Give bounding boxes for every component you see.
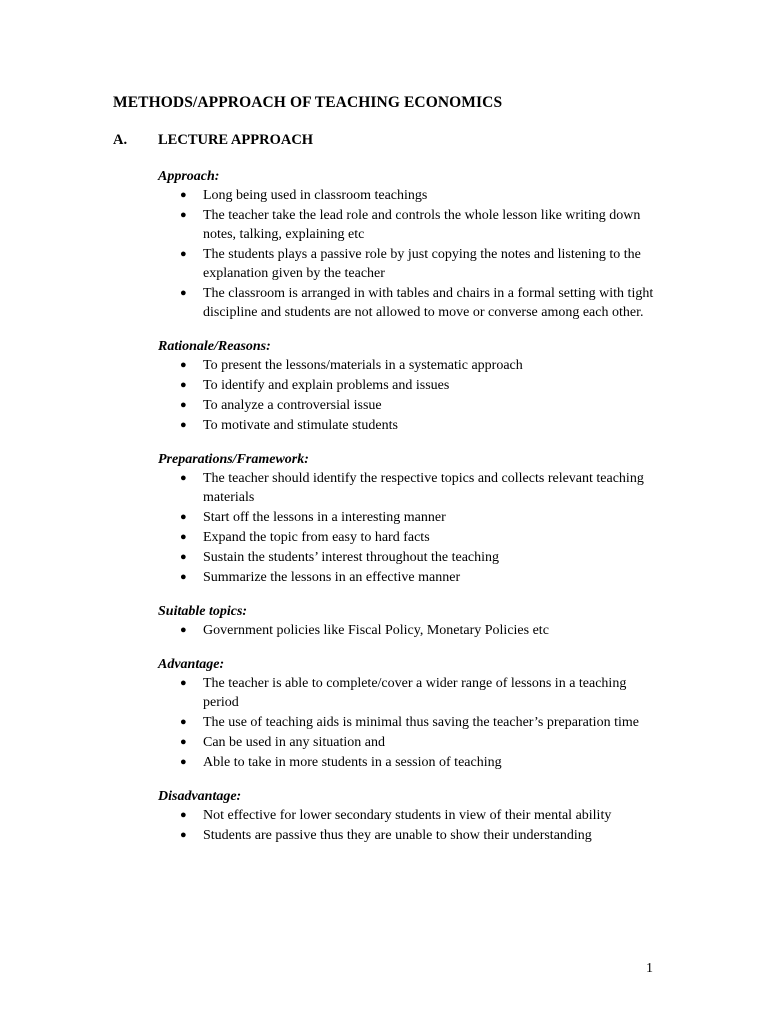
bullet-icon: ● (180, 379, 187, 391)
list-item (158, 621, 658, 640)
list-item-text: The teacher take the lead role and controls the whole lesson like writing down notes, talking, explaining etc (203, 208, 641, 242)
list-item (158, 416, 658, 435)
content-block (158, 602, 658, 640)
bullet-icon: ● (180, 809, 187, 821)
block-heading: Approach: (158, 169, 220, 184)
list-item-text: The use of teaching aids is minimal thus saving the teacher’s preparation time (203, 715, 639, 730)
list-item-text: Start off the lessons in a interesting manner (203, 510, 446, 525)
bullet-icon: ● (180, 248, 187, 260)
list-item (158, 245, 658, 283)
content-block (158, 167, 658, 322)
bullet-list (158, 621, 658, 640)
list-item (158, 753, 658, 772)
list-item (158, 548, 658, 567)
list-item (158, 713, 658, 732)
list-item (158, 186, 658, 205)
section-letter: A. (113, 132, 128, 148)
block-heading: Rationale/Reasons: (158, 339, 271, 354)
bullet-icon: ● (180, 359, 187, 371)
list-item-text: To motivate and stimulate students (203, 418, 398, 433)
bullet-icon: ● (180, 511, 187, 523)
content-block (158, 450, 658, 587)
content-block (158, 655, 658, 772)
section-title: LECTURE APPROACH (158, 132, 314, 148)
block-heading: Disadvantage: (158, 789, 242, 804)
list-item (158, 568, 658, 587)
bullet-icon: ● (180, 189, 187, 201)
list-item-text: Summarize the lessons in an effective manner (203, 570, 461, 585)
bullet-icon: ● (180, 716, 187, 728)
bullet-icon: ● (180, 531, 187, 543)
list-item (158, 284, 658, 322)
page-number: 1 (646, 961, 653, 976)
list-item-text: Can be used in any situation and (203, 735, 385, 750)
bullet-icon: ● (180, 677, 187, 689)
document-title: METHODS/APPROACH OF TEACHING ECONOMICS (113, 94, 503, 111)
list-item-text: To analyze a controversial issue (203, 398, 382, 413)
list-item (158, 806, 658, 825)
list-item (158, 376, 658, 395)
list-item (158, 396, 658, 415)
list-item-text: Students are passive thus they are unable to show their understanding (203, 828, 592, 843)
bullet-icon: ● (180, 419, 187, 431)
block-heading: Advantage: (158, 657, 225, 672)
bullet-icon: ● (180, 736, 187, 748)
list-item-text: Able to take in more students in a session of teaching (203, 755, 502, 770)
bullet-list (158, 806, 658, 845)
bullet-list (158, 356, 658, 435)
section-content (158, 167, 658, 860)
bullet-icon: ● (180, 624, 187, 636)
bullet-icon: ● (180, 287, 187, 299)
bullet-icon: ● (180, 829, 187, 841)
list-item-text: Sustain the students’ interest throughout the teaching (203, 550, 500, 565)
list-item-text: To identify and explain problems and issues (203, 378, 450, 393)
list-item (158, 206, 658, 244)
list-item-text: Long being used in classroom teachings (203, 188, 428, 203)
bullet-icon: ● (180, 209, 187, 221)
content-block (158, 787, 658, 845)
list-item (158, 508, 658, 527)
block-heading: Preparations/Framework: (158, 452, 309, 467)
bullet-icon: ● (180, 756, 187, 768)
list-item (158, 528, 658, 547)
list-item-text: The teacher is able to complete/cover a wider range of lessons in a teaching period (203, 676, 627, 710)
block-heading: Suitable topics: (158, 604, 248, 619)
list-item-text: The classroom is arranged in with tables and chairs in a formal setting with tight discipline and students are not allowed to move or converse among each other. (203, 286, 654, 320)
bullet-icon: ● (180, 399, 187, 411)
bullet-list (158, 469, 658, 587)
list-item-text: Expand the topic from easy to hard facts (203, 530, 430, 545)
list-item-text: The teacher should identify the respective topics and collects relevant teaching materials (203, 471, 644, 505)
list-item (158, 674, 658, 712)
list-item (158, 733, 658, 752)
bullet-list (158, 674, 658, 772)
list-item-text: Government policies like Fiscal Policy, Monetary Policies etc (203, 623, 549, 638)
list-item (158, 469, 658, 507)
list-item (158, 826, 658, 845)
list-item-text: To present the lessons/materials in a systematic approach (203, 358, 523, 373)
list-item-text: The students plays a passive role by just copying the notes and listening to the explanation given by the teacher (203, 247, 641, 281)
bullet-list (158, 186, 658, 322)
content-block (158, 337, 658, 435)
bullet-icon: ● (180, 472, 187, 484)
list-item-text: Not effective for lower secondary students in view of their mental ability (203, 808, 612, 823)
bullet-icon: ● (180, 571, 187, 583)
list-item (158, 356, 658, 375)
bullet-icon: ● (180, 551, 187, 563)
